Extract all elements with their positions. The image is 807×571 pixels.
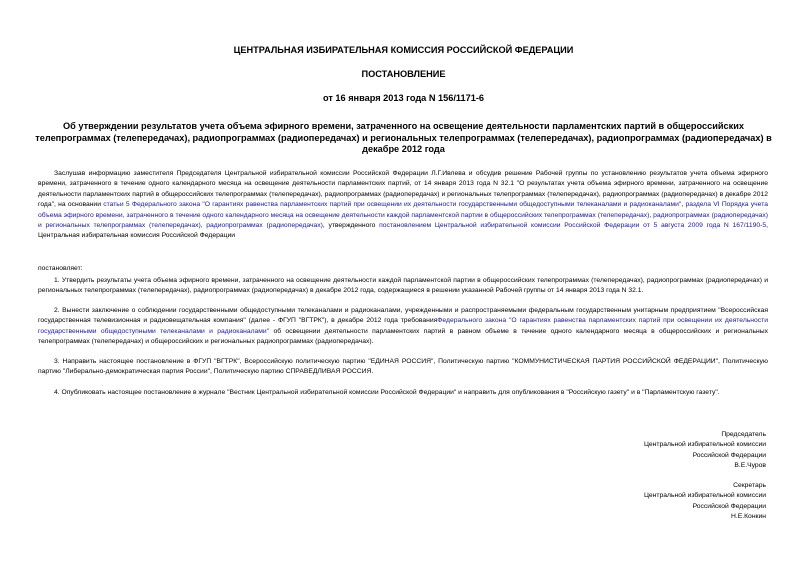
secretary-role: Секретарь [733,482,766,489]
preamble-text-4: , Центральная избирательная комиссия Российской Федерации [38,222,768,240]
guarantees-law-link[interactable]: Федерального закона "О гарантиях равенства парламентских партий при освещении их деятельности государственными общедоступными телеканалами и радиоканалами" [38,317,768,335]
preamble-paragraph [38,169,768,242]
item-3-paragraph: 3. Направить настоящее постановление в ФГУП "ВГТРК", Всероссийскую политическую партию "ЕДИНАЯ РОССИЯ", Политическую партию "КОММУНИСТИЧЕСКАЯ ПАРТИЯ РОССИЙСКОЙ ФЕДЕРАЦИИ", Политическую партию "Либерально-демократическая партия России", Политическую партию СПРАВЕДЛИВАЯ РОССИЯ. [38,358,768,376]
chairman-org-line-2: Российской Федерации [692,451,766,459]
item-2-text-2: об освещении деятельности парламентских партий в равном объеме в течение одного календарного месяца в общероссийских и региональных телепрограммах (телепередачах) и общероссийских и региональных радиопрограммах (радиопередачах). [38,327,768,346]
secretary-org-line-2: Российской Федерации [692,502,766,510]
date-number-heading: от 16 января 2013 года N 156/1171-6 [322,93,484,103]
item-2-text-1: 2. Вынести заключение о соблюдении государственными общедоступными телеканалами и радиоканалами, учрежденными и распространяемыми федеральным государственным унитарным предприятием "Всероссийская государственная телевизионная и радиовещательная компания" (далее - ФГУП "ВГТРК"), в декабре 2012 года требования [38,307,768,325]
resolution-2009-link[interactable]: постановлением Центральной избирательной комиссии Российской Федерации от 5 августа 2009 года N 167/1190-5 [379,222,767,230]
preamble-text-1: Заслушав информацию заместителя Председателя Центральной избирательной комиссии Российской Федерации Л.Г.Ивлева и обсудив решение Рабочей группы по установлению результатов учета объема эфирного времени, затраченного в течение одного календарного месяца на освещение деятельности парламентских партий, от 14 января 2013 года N 32.1 "О результатах учета объема эфирного времени, затраченного на освещение деятельности парламентских партий в общероссийских телепрограммах (телепередачах), радиопрограммах (радиопередачах) и региональных телепрограммах (телепередачах), радиопрограммах (радиопередачах) в декабре 2012 года", на основании [38,170,768,209]
chairman-org-line-1: Центральной избирательной комиссии [643,441,766,449]
commission-heading: ЦЕНТРАЛЬНАЯ ИЗБИРАТЕЛЬНАЯ КОМИССИЯ РОССИЙСКОЙ ФЕДЕРАЦИИ [233,45,574,55]
item-1-paragraph: 1. Утвердить результаты учета объема эфирного времени, затраченного на освещение деятельности каждой парламентской партии в общероссийских телепрограммах (телепередачах), радиопрограммах (радиопередачах) и региональных телепрограммах (телепередачах), радиопрограммах (радиопередачах) в декабре 2012 года, содержащиеся в решении указанной Рабочей группы от 14 января 2013 года N 32.1. [38,277,768,295]
preamble-text-2: , [681,201,686,209]
preamble-text-3: , утвержденного [322,222,380,230]
item-4-paragraph: 4. Опубликовать настоящее постановление в журнале "Вестник Центральной избирательной комиссии Российской Федерации" и направить для опубликования в "Российскую газету" и в "Парламентскую газету". [54,389,720,396]
chairman-signature-block [644,430,766,472]
item-2-paragraph [38,306,768,348]
secretary-org-line-1: Центральной избирательной комиссии [643,492,766,500]
document-type-heading: ПОСТАНОВЛЕНИЕ [361,69,446,79]
law-article-5-link[interactable]: статьи 5 Федерального закона "О гарантиях равенства парламентских партий при освещении их деятельности государственными общедоступными телеканалами и радиоканалами" [103,201,682,209]
document-title: Об утверждении результатов учета объема эфирного времени, затраченного на освещение деятельности парламентских партий в общероссийских телепрограммах (телепередачах), радиопрограммах (радиопередачах) и региональных телепрограммах (телепередачах), радиопрограммах (радиопередачах) в декабре 2012 года [35,121,772,154]
secretary-name: Н.Е.Конкин [731,513,766,521]
secretary-signature-block [644,481,766,523]
decree-word: постановляет: [38,265,83,272]
procedure-section-6-link[interactable]: раздела VI Порядка учета объема эфирного времени, затраченного в течение одного календарного месяца на освещение деятельности каждой парламентской партии в общероссийских телепрограммах (телепередачах), радиопрограммах (радиопередачах) и региональных телепрограммах (телепередачах), радиопрограммах (радиопередачах) [38,201,768,230]
chairman-role: Председатель [721,431,766,438]
chairman-name: В.Е.Чуров [734,462,766,470]
